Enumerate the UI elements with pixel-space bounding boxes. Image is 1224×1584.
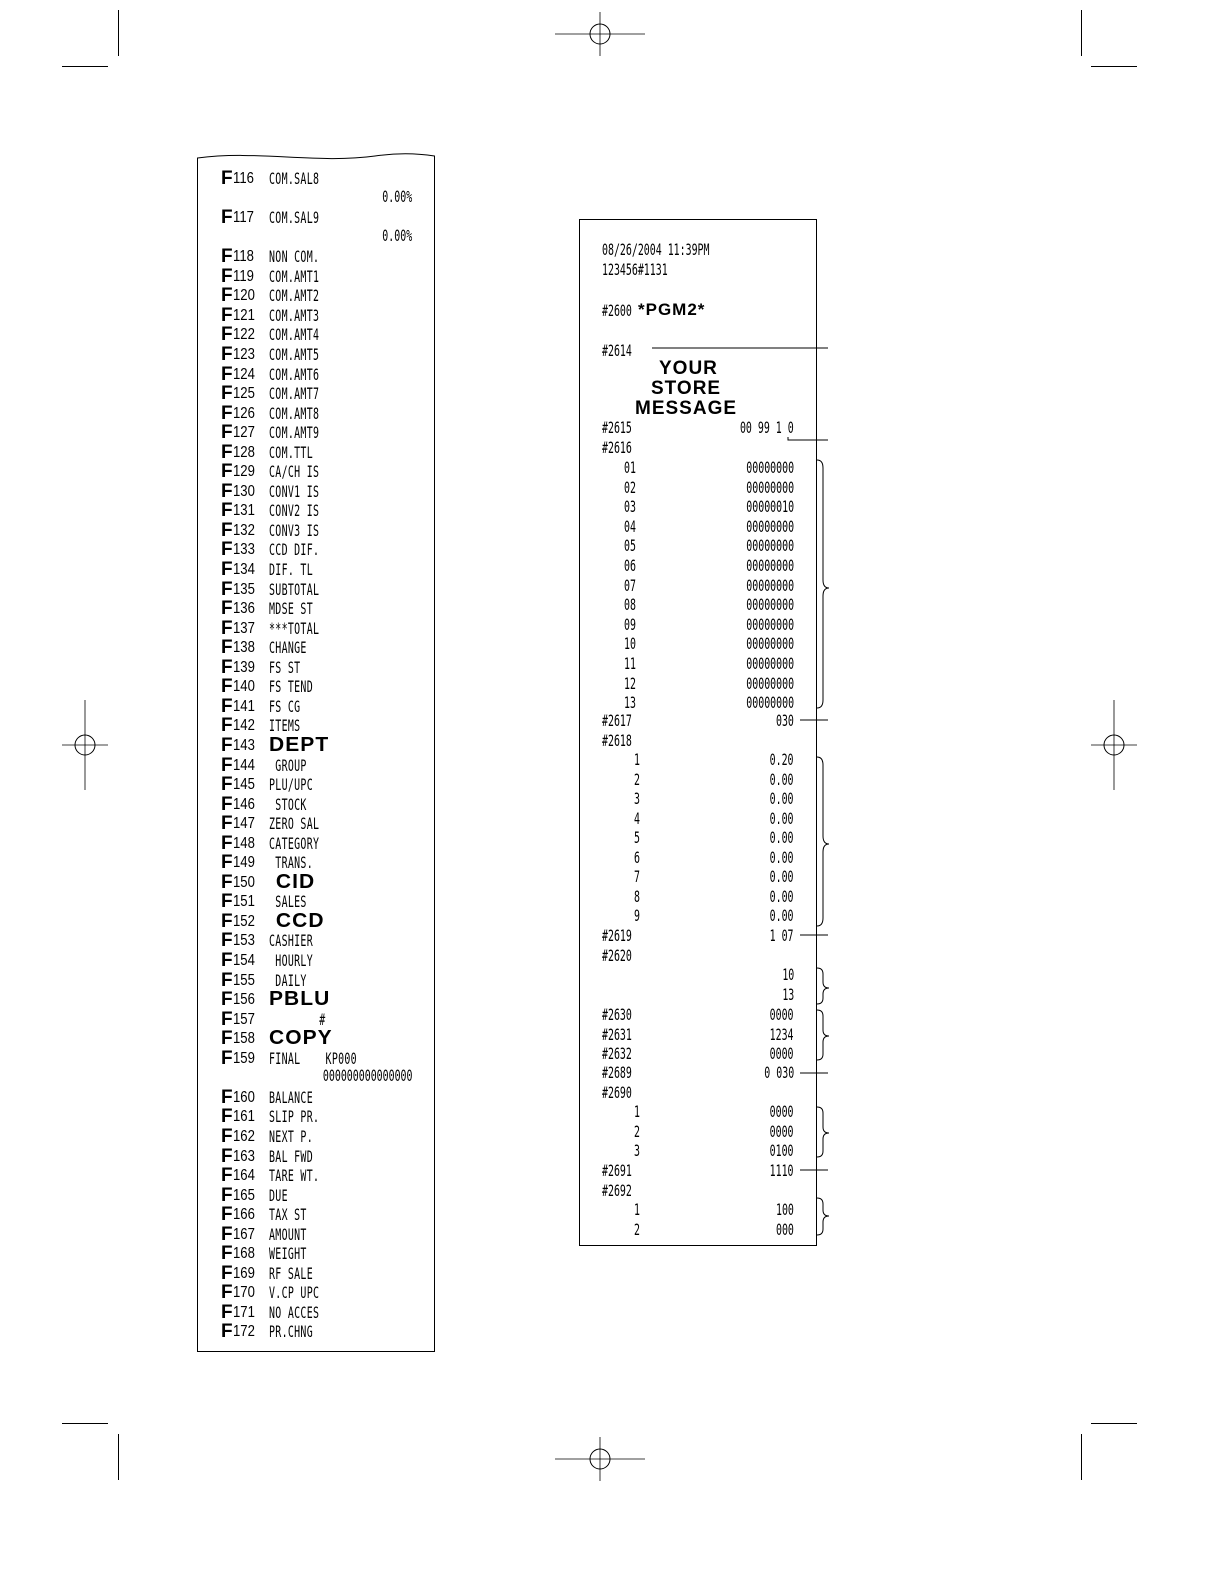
- function-number: 159: [233, 1049, 255, 1067]
- function-number: 138: [233, 639, 255, 657]
- function-label: COM.AMT9: [269, 423, 320, 443]
- function-prefix: F: [221, 950, 233, 971]
- function-prefix: F: [221, 734, 233, 756]
- entry-value: 00000010: [746, 497, 794, 517]
- function-prefix: F: [221, 539, 233, 561]
- entry-value: 0.00: [770, 867, 794, 886]
- function-prefix: F: [221, 324, 233, 346]
- value-2619: 1 07: [770, 926, 794, 945]
- function-prefix: F: [221, 715, 233, 737]
- function-prefix: F: [221, 500, 233, 522]
- function-prefix: F: [221, 1165, 233, 1187]
- code-2691: #2691: [602, 1161, 632, 1180]
- entry-value: 0.00: [770, 808, 794, 828]
- function-label: CCD DIF.: [269, 540, 320, 560]
- function-label: COM.AMT4: [269, 325, 320, 345]
- function-prefix: F: [221, 676, 233, 698]
- function-number: 151: [233, 893, 255, 911]
- receipt-id-line: 123456#1131: [602, 260, 668, 279]
- function-number: 168: [233, 1245, 255, 1263]
- function-number: 165: [233, 1186, 255, 1204]
- function-label: COM.AMT5: [269, 344, 320, 364]
- function-number: 163: [233, 1147, 255, 1165]
- function-label: COM.AMT7: [269, 384, 320, 404]
- function-number: 172: [233, 1323, 255, 1341]
- function-number: 161: [233, 1108, 255, 1126]
- function-prefix: F: [221, 207, 233, 229]
- function-number: 164: [233, 1167, 255, 1185]
- function-number: 139: [233, 658, 255, 676]
- entry-value: 0000: [770, 1121, 794, 1141]
- function-prefix: F: [221, 246, 233, 268]
- function-number: 145: [233, 776, 255, 794]
- function-prefix: F: [221, 813, 233, 835]
- entry-key: 2: [634, 1121, 640, 1141]
- function-prefix: F: [221, 265, 233, 287]
- entry-key: 7: [634, 867, 640, 886]
- entry-key: 03: [624, 497, 636, 517]
- entry-value: 0.00: [770, 886, 794, 906]
- function-number: 132: [233, 521, 255, 539]
- code-2617: #2617: [602, 711, 632, 730]
- brace-icon: [817, 1107, 829, 1157]
- value-2689: 0 030: [764, 1063, 794, 1082]
- function-number: 137: [233, 619, 255, 637]
- entry-value: 1234: [770, 1024, 794, 1044]
- function-number: 130: [233, 482, 255, 500]
- function-label: TARE WT.: [269, 1166, 320, 1186]
- entry-key: 06: [624, 556, 636, 575]
- entry-key: 08: [624, 595, 636, 615]
- entry-key: 01: [624, 458, 636, 477]
- function-prefix: F: [221, 852, 233, 874]
- function-label: DIF. TL: [269, 560, 313, 579]
- function-number: 166: [233, 1206, 255, 1224]
- function-label: MDSE ST: [269, 599, 313, 619]
- function-label: FINAL KP000: [269, 1048, 357, 1068]
- function-prefix: F: [221, 891, 233, 913]
- entry-value: 00000000: [746, 477, 794, 497]
- function-label: COM.AMT1: [269, 266, 320, 286]
- function-number: 152: [233, 912, 255, 930]
- entry-key: 2: [634, 769, 640, 789]
- function-number: 154: [233, 952, 255, 969]
- brace-icon: [817, 1010, 829, 1060]
- store-message-line: MESSAGE: [635, 398, 738, 419]
- function-label: DEPT: [269, 733, 330, 756]
- function-number: 167: [233, 1225, 255, 1243]
- code-2618: #2618: [602, 731, 632, 750]
- code-2615: #2615: [602, 418, 632, 437]
- function-label: DAILY: [269, 970, 307, 990]
- entry-value: 00000000: [746, 516, 794, 536]
- function-label: FS ST: [269, 657, 301, 677]
- entry-key: 07: [624, 575, 636, 595]
- entry-value: 0.00: [770, 847, 794, 867]
- entry-value: 00000000: [746, 673, 794, 693]
- function-number: 150: [233, 873, 255, 891]
- function-value: 0.00%: [382, 186, 412, 206]
- function-label: HOURLY: [269, 951, 313, 970]
- function-prefix: F: [221, 832, 233, 854]
- function-number: 126: [233, 404, 255, 422]
- function-label: STOCK: [269, 794, 307, 814]
- code-2619: #2619: [602, 926, 632, 945]
- entry-value: 100: [776, 1200, 794, 1219]
- function-prefix: F: [221, 1145, 233, 1167]
- function-number: 157: [233, 1010, 255, 1028]
- function-prefix: F: [221, 969, 233, 991]
- function-label: COPY: [269, 1027, 333, 1050]
- entry-value: 0000: [770, 1102, 794, 1121]
- function-number: 136: [233, 600, 255, 618]
- entry-key: 11: [624, 654, 636, 673]
- function-prefix: F: [221, 793, 233, 815]
- function-label: FS TEND: [269, 677, 313, 697]
- function-prefix: F: [221, 930, 233, 952]
- store-message-line: YOUR: [659, 358, 718, 379]
- function-label: #: [269, 1009, 326, 1029]
- function-prefix: F: [221, 461, 233, 483]
- function-prefix: F: [221, 774, 233, 796]
- function-label: GROUP: [269, 755, 307, 775]
- value-2620: 13: [782, 985, 794, 1004]
- function-number: 117: [233, 209, 254, 227]
- function-number: 123: [233, 345, 255, 363]
- function-prefix: F: [221, 1008, 233, 1030]
- function-prefix: F: [221, 1047, 233, 1069]
- function-prefix: F: [221, 1243, 233, 1265]
- function-prefix: F: [221, 1282, 233, 1304]
- entry-key: 1: [634, 750, 640, 769]
- function-label: WEIGHT: [269, 1244, 307, 1264]
- code-2614: #2614: [602, 341, 632, 360]
- entry-value: 00000000: [746, 693, 794, 713]
- value-2620: 10: [782, 965, 794, 984]
- function-label: RF SALE: [269, 1263, 313, 1283]
- entry-value: 00000000: [746, 654, 794, 673]
- brace-icon: [817, 1198, 829, 1235]
- function-label: BAL FWD: [269, 1146, 313, 1166]
- function-label: COM.AMT2: [269, 286, 320, 306]
- function-label: COM.TTL: [269, 442, 313, 462]
- function-label: PBLU: [269, 988, 331, 1011]
- function-number: 131: [233, 502, 255, 520]
- function-prefix: F: [221, 1301, 233, 1323]
- entry-value: 0.00: [770, 906, 794, 925]
- function-number: 128: [233, 443, 255, 461]
- function-number: 170: [233, 1284, 255, 1302]
- brace-icon: [817, 460, 829, 708]
- function-label: ZERO SAL: [269, 814, 320, 834]
- entry-value: 00000000: [746, 595, 794, 615]
- function-prefix: F: [221, 1125, 233, 1147]
- function-number: 144: [233, 756, 255, 774]
- entry-key: #2630: [602, 1005, 632, 1024]
- function-prefix: F: [221, 637, 233, 659]
- function-prefix: F: [221, 578, 233, 600]
- entry-key: 9: [634, 906, 640, 925]
- function-label: CCD: [269, 909, 325, 932]
- function-number: 124: [233, 365, 255, 383]
- function-number: 171: [233, 1303, 255, 1321]
- function-prefix: F: [221, 910, 233, 932]
- program-code: #2600: [602, 301, 632, 320]
- function-number: 143: [233, 736, 255, 754]
- function-label: CONV3 IS: [269, 520, 320, 540]
- function-label: COM.SAL8: [269, 169, 320, 188]
- entry-key: 1: [634, 1200, 640, 1219]
- function-prefix: F: [221, 1028, 233, 1050]
- entry-value: 00000000: [746, 634, 794, 654]
- function-label: SLIP PR.: [269, 1107, 320, 1127]
- function-label: TRANS.: [269, 853, 313, 873]
- function-label: CID: [269, 870, 316, 893]
- function-number: 155: [233, 971, 255, 989]
- entry-value: 00000000: [746, 536, 794, 556]
- function-label: NEXT P.: [269, 1126, 313, 1146]
- value-2691: 1110: [770, 1161, 794, 1180]
- function-label: TAX ST: [269, 1205, 307, 1225]
- function-prefix: F: [221, 617, 233, 639]
- entry-value: 0000: [770, 1005, 794, 1024]
- function-label: ***TOTAL: [269, 618, 320, 638]
- function-label: COM.AMT6: [269, 364, 320, 384]
- callout-line: [788, 437, 828, 440]
- entry-key: 5: [634, 828, 640, 847]
- function-label: COM.AMT3: [269, 305, 320, 325]
- store-message-line: STORE: [651, 378, 722, 399]
- function-number: 149: [233, 854, 255, 872]
- function-number: 122: [233, 326, 255, 344]
- entry-value: 0.20: [770, 750, 794, 769]
- function-label: CATEGORY: [269, 833, 320, 853]
- entry-value: 00000000: [746, 575, 794, 595]
- entry-key: 4: [634, 808, 640, 828]
- function-number: 133: [233, 541, 255, 559]
- brace-icon: [817, 968, 829, 1004]
- function-prefix: F: [221, 656, 233, 678]
- function-number: 146: [233, 795, 255, 813]
- function-number: 158: [233, 1030, 255, 1048]
- function-label: V.CP UPC: [269, 1283, 320, 1303]
- function-prefix: F: [221, 1321, 233, 1343]
- function-number: 162: [233, 1127, 255, 1145]
- entry-key: 3: [634, 1141, 640, 1160]
- function-number: 134: [233, 561, 255, 578]
- function-label: PR.CHNG: [269, 1322, 313, 1342]
- entry-value: 0100: [770, 1141, 794, 1160]
- function-label: COM.SAL9: [269, 208, 320, 228]
- function-prefix: F: [221, 559, 233, 580]
- function-label: SUBTOTAL: [269, 579, 320, 599]
- function-number: 141: [233, 697, 255, 715]
- entry-value: 0.00: [770, 789, 794, 808]
- entry-key: 3: [634, 789, 640, 808]
- receipt-datetime: 08/26/2004 11:39PM: [602, 240, 710, 259]
- entry-value: 00000000: [746, 458, 794, 477]
- entry-key: 10: [624, 634, 636, 654]
- function-number: 135: [233, 580, 255, 598]
- function-prefix: F: [221, 402, 233, 424]
- function-label: NO ACCES: [269, 1302, 320, 1322]
- function-number: 153: [233, 932, 255, 950]
- code-2689: #2689: [602, 1063, 632, 1082]
- function-prefix: F: [221, 1204, 233, 1226]
- function-prefix: F: [221, 422, 233, 444]
- function-prefix: F: [221, 343, 233, 365]
- function-label: AMOUNT: [269, 1224, 307, 1244]
- entry-value: 00000000: [746, 556, 794, 575]
- function-number: 125: [233, 385, 255, 403]
- function-prefix: F: [221, 363, 233, 385]
- function-number: 169: [233, 1264, 255, 1282]
- function-prefix: F: [221, 1086, 233, 1108]
- entry-key: 6: [634, 847, 640, 867]
- function-number: 119: [233, 267, 254, 285]
- function-prefix: F: [221, 754, 233, 776]
- function-prefix: F: [221, 383, 233, 405]
- value-2617: 030: [776, 711, 794, 730]
- entry-value: 000: [776, 1219, 794, 1239]
- function-prefix: F: [221, 1184, 233, 1206]
- function-prefix: F: [221, 871, 233, 893]
- entry-key: 05: [624, 536, 636, 556]
- program-title: *PGM2*: [638, 300, 706, 319]
- entry-key: 02: [624, 477, 636, 497]
- function-label: COM.AMT8: [269, 403, 320, 423]
- function-number: 148: [233, 834, 255, 852]
- function-number: 120: [233, 287, 255, 305]
- function-prefix: F: [221, 1223, 233, 1245]
- function-number: 127: [233, 424, 255, 442]
- function-value: 000000000000000: [322, 1066, 412, 1086]
- function-label: BALANCE: [269, 1087, 313, 1107]
- function-prefix: F: [221, 1262, 233, 1284]
- code-2692: #2692: [602, 1181, 632, 1200]
- code-2616: #2616: [602, 438, 632, 457]
- brace-icon: [817, 757, 829, 926]
- function-label: CONV1 IS: [269, 481, 320, 501]
- function-label: FS CG: [269, 696, 301, 716]
- function-number: 142: [233, 717, 255, 735]
- function-number: 160: [233, 1088, 255, 1106]
- function-number: 121: [233, 306, 255, 324]
- function-number: 156: [233, 991, 255, 1009]
- entry-value: 0.00: [770, 828, 794, 847]
- function-value: 0.00%: [382, 225, 412, 245]
- function-number: 118: [233, 248, 254, 266]
- function-label: NON COM.: [269, 247, 320, 267]
- entry-key: 13: [624, 693, 636, 713]
- entry-key: 2: [634, 1219, 640, 1239]
- entry-key: #2632: [602, 1044, 632, 1063]
- entry-key: 04: [624, 516, 636, 536]
- value-2615: 00 99 1 0: [740, 418, 794, 437]
- function-number: 129: [233, 463, 255, 481]
- function-prefix: F: [221, 480, 233, 502]
- entry-key: 1: [634, 1102, 640, 1121]
- entry-key: 8: [634, 886, 640, 906]
- function-label: ITEMS: [269, 716, 301, 736]
- entry-key: 09: [624, 614, 636, 634]
- function-label: CA/CH IS: [269, 462, 320, 482]
- function-label: CHANGE: [269, 638, 307, 658]
- function-prefix: F: [221, 1106, 233, 1128]
- code-2620: #2620: [602, 946, 632, 965]
- function-prefix: F: [221, 519, 233, 541]
- function-label: CASHIER: [269, 931, 313, 951]
- function-label: SALES: [269, 892, 307, 912]
- function-label: CONV2 IS: [269, 501, 320, 521]
- entry-value: 0000: [770, 1044, 794, 1063]
- entry-value: 00000000: [746, 614, 794, 634]
- function-number: 140: [233, 678, 255, 696]
- entry-key: 12: [624, 673, 636, 693]
- function-prefix: F: [221, 598, 233, 620]
- entry-value: 0.00: [770, 769, 794, 789]
- function-prefix: F: [221, 304, 233, 326]
- function-prefix: F: [221, 695, 233, 717]
- function-label: DUE: [269, 1185, 288, 1205]
- function-prefix: F: [221, 441, 233, 463]
- entry-key: #2631: [602, 1024, 632, 1044]
- function-number: 147: [233, 815, 255, 833]
- function-label: PLU/UPC: [269, 775, 313, 795]
- code-2690: #2690: [602, 1083, 632, 1102]
- function-prefix: F: [221, 989, 233, 1011]
- function-prefix: F: [221, 168, 233, 189]
- function-number: 116: [233, 170, 254, 187]
- function-prefix: F: [221, 285, 233, 307]
